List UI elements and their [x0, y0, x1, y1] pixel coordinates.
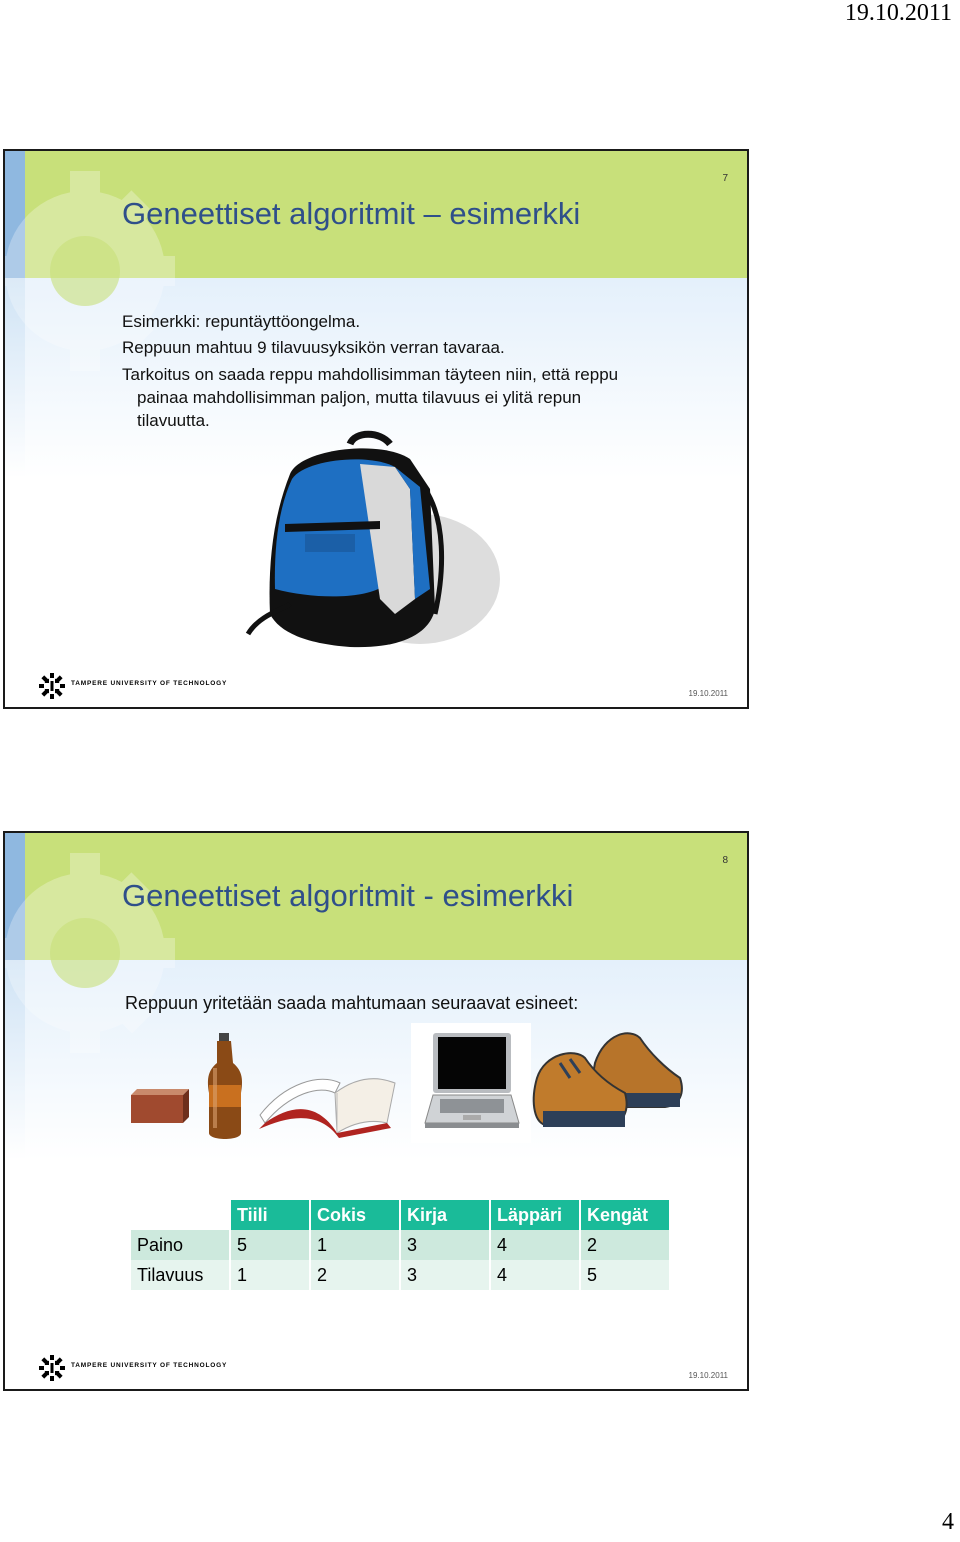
bottle-icon — [208, 1033, 242, 1139]
table-cell: Paino — [131, 1230, 229, 1260]
slide-7 — [3, 149, 749, 709]
table-cell: 5 — [581, 1260, 669, 1290]
body-line: Reppuun mahtuu 9 tilavuusyksikön verran tavaraa. — [122, 338, 505, 357]
book-icon — [259, 1079, 395, 1138]
gear-logo-icon — [39, 1355, 65, 1381]
table-cell: 5 — [231, 1230, 309, 1260]
backpack-image — [230, 429, 520, 659]
page-number: 4 — [942, 1509, 954, 1535]
university-name: TAMPERE UNIVERSITY OF TECHNOLOGY — [71, 1361, 228, 1369]
body-line: Esimerkki: repuntäyttöongelma. — [122, 312, 361, 331]
slide-number: 8 — [722, 855, 728, 866]
table-cell: 2 — [311, 1260, 399, 1290]
shoes-icon — [534, 1033, 682, 1127]
laptop-icon — [411, 1023, 531, 1143]
brick-icon — [131, 1089, 189, 1123]
items-table — [129, 1200, 671, 1290]
table-header-cell: Tiili — [231, 1200, 309, 1230]
footer-date: 19.10.2011 — [688, 1371, 728, 1380]
university-logo — [39, 1355, 227, 1381]
table-cell: Tilavuus — [131, 1260, 229, 1290]
table-header-row — [131, 1200, 669, 1230]
table-header-cell: Kirja — [401, 1200, 489, 1230]
table-row — [131, 1260, 669, 1290]
body-line: tilavuutta. — [137, 411, 210, 430]
body-line: painaa mahdollisimman paljon, mutta tilavuus ei ylitä repun — [137, 388, 582, 407]
table-header-cell — [131, 1200, 229, 1230]
slide-number: 7 — [722, 173, 728, 184]
table-cell: 2 — [581, 1230, 669, 1260]
page-date: 19.10.2011 — [844, 0, 952, 26]
university-name: TAMPERE UNIVERSITY OF TECHNOLOGY — [71, 679, 228, 687]
slide-title: Geneettiset algoritmit – esimerkki — [122, 196, 581, 231]
table-header-cell: Kengät — [581, 1200, 669, 1230]
table-header-cell: Cokis — [311, 1200, 399, 1230]
table-cell: 3 — [401, 1230, 489, 1260]
gear-logo-icon — [39, 673, 65, 699]
university-logo — [39, 673, 227, 699]
body-line: Tarkoitus on saada reppu mahdollisimman täyteen niin, että reppu — [122, 365, 619, 384]
items-illustration — [125, 1023, 685, 1153]
table-row — [131, 1230, 669, 1260]
intro-text: Reppuun yritetään saada mahtumaan seuraavat esineet: — [125, 993, 579, 1013]
table-header-cell: Läppäri — [491, 1200, 579, 1230]
table-cell: 4 — [491, 1230, 579, 1260]
table-cell: 1 — [231, 1260, 309, 1290]
footer-date: 19.10.2011 — [688, 689, 728, 698]
table-cell: 1 — [311, 1230, 399, 1260]
table-cell: 4 — [491, 1260, 579, 1290]
slide-title: Geneettiset algoritmit - esimerkki — [122, 878, 574, 913]
slide-8 — [3, 831, 749, 1391]
table-cell: 3 — [401, 1260, 489, 1290]
